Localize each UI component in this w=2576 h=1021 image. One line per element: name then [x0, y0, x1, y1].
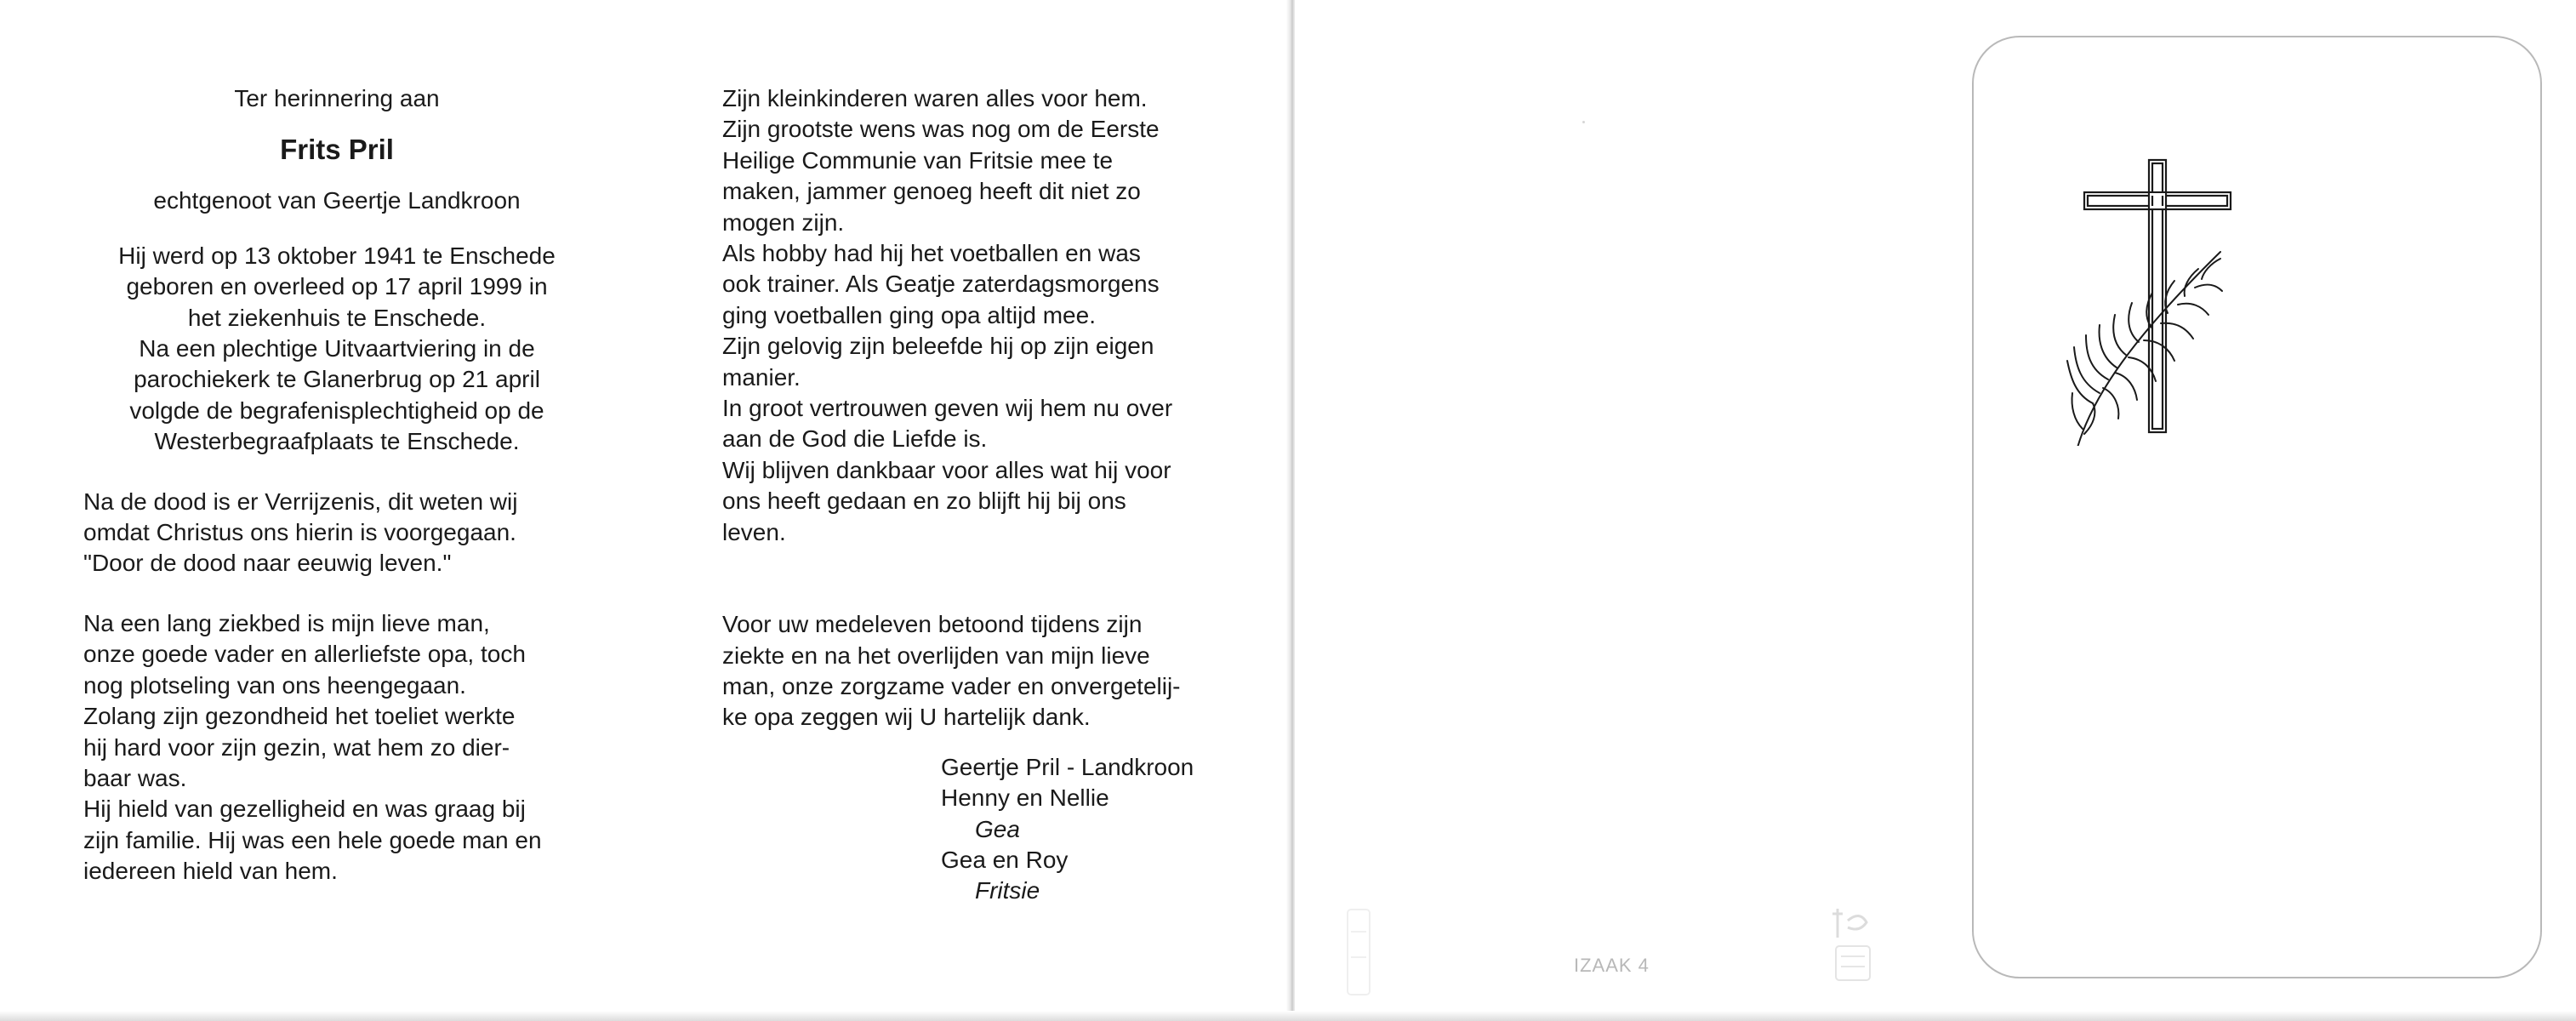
text-line: Zijn gelovig zijn beleefde hij op zijn eigen [722, 333, 1154, 360]
text-line: Voor uw medeleven betoond tijdens zijn [722, 611, 1143, 638]
printer-code: IZAAK 4 [1574, 955, 1650, 976]
text-line: baar was. [83, 764, 187, 791]
left-text-column [83, 83, 590, 887]
text-line: mogen zijn. [722, 208, 845, 236]
family-paragraph [722, 83, 1228, 548]
text-line: ke opa zeggen wij U hartelijk dank. [722, 704, 1091, 731]
text-line: ziekte en na het overlijden van mijn lieve [722, 642, 1150, 669]
signer-line: Geertje Pril - Landkroon [941, 753, 1194, 780]
text-line: iedereen hield van hem. [83, 858, 338, 885]
card-frame [1972, 36, 2542, 978]
right-text-column [722, 83, 1228, 907]
bio-line: Na een plechtige Uitvaartviering in de [139, 335, 535, 362]
text-line: Na de dood is er Verrijzenis, dit weten wij [83, 488, 518, 515]
cross-with-palm-icon [2059, 123, 2254, 446]
text-line: nog plotseling van ons heengegaan. [83, 671, 466, 699]
text-line: Zolang zijn gezondheid het toeliet werkte [83, 703, 516, 730]
biography [83, 241, 590, 458]
bio-line: volgde de begrafenisplechtigheid op de [129, 396, 544, 424]
text-line: Heilige Communie van Fritsie mee te [722, 146, 1114, 174]
signer-line: Fritsie [975, 877, 1040, 904]
signer-line: Henny en Nellie [941, 784, 1109, 812]
text-line: aan de God die Liefde is. [722, 425, 988, 453]
bio-line: het ziekenhuis te Enschede. [187, 304, 487, 331]
faith-paragraph [83, 487, 590, 579]
text-line: man, onze zorgzame vader en onvergetelij- [722, 672, 1181, 699]
spouse-line: echtgenoot van Geertje Landkroon [153, 187, 521, 214]
bio-line: geboren en overleed op 17 april 1999 in [126, 273, 548, 300]
text-line: leven. [722, 518, 786, 545]
signer-line: Gea [975, 815, 1020, 842]
text-line: maken, jammer genoeg heeft dit niet zo [722, 178, 1141, 205]
printer-logo-icon [1829, 904, 1880, 989]
life-paragraph [83, 608, 590, 887]
text-line: zijn familie. Hij was een hele goede man en [83, 826, 542, 853]
bio-line: Hij werd op 13 oktober 1941 te Enschede [118, 242, 556, 269]
signer-line: Gea en Roy [941, 846, 1069, 873]
text-line: ging voetballen ging opa altijd mee. [722, 301, 1096, 328]
text-line: hij hard voor zijn gezin, wat hem zo dier- [83, 733, 510, 761]
signatories [941, 752, 1228, 907]
bio-line: parochiekerk te Glanerbrug op 21 april [134, 366, 540, 393]
text-line: ook trainer. Als Geatje zaterdagsmorgens [722, 271, 1160, 298]
deceased-name: Frits Pril [280, 134, 394, 166]
text-line: "Door de dood naar eeuwig leven." [83, 550, 452, 577]
text-line: Wij blijven dankbaar voor alles wat hij voor [722, 456, 1171, 483]
faint-watermark-icon [1342, 906, 1376, 1000]
text-line: ons heeft gedaan en zo blijft hij bij ons [722, 488, 1126, 515]
text-line: In groot vertrouwen geven wij hem nu over [722, 395, 1173, 422]
text-line: manier. [722, 363, 801, 391]
bio-line: Westerbegraafplaats te Enschede. [154, 428, 520, 455]
text-line: Na een lang ziekbed is mijn lieve man, [83, 609, 490, 636]
text-line: Zijn grootste wens was nog om de Eerste [722, 116, 1160, 143]
page-bottom-edge [0, 1011, 2576, 1021]
text-line: Als hobby had hij het voetballen en was [722, 240, 1141, 267]
text-line: onze goede vader en allerliefste opa, toch [83, 641, 526, 668]
text-line: Zijn kleinkinderen waren alles voor hem. [722, 85, 1148, 111]
thanks-paragraph [722, 609, 1228, 733]
text-line: Hij hield van gezelligheid en was graag bij [83, 796, 526, 823]
intro-line: Ter herinnering aan [234, 85, 440, 111]
paper-speck [1582, 121, 1585, 123]
text-line: omdat Christus ons hierin is voorgegaan. [83, 519, 516, 546]
